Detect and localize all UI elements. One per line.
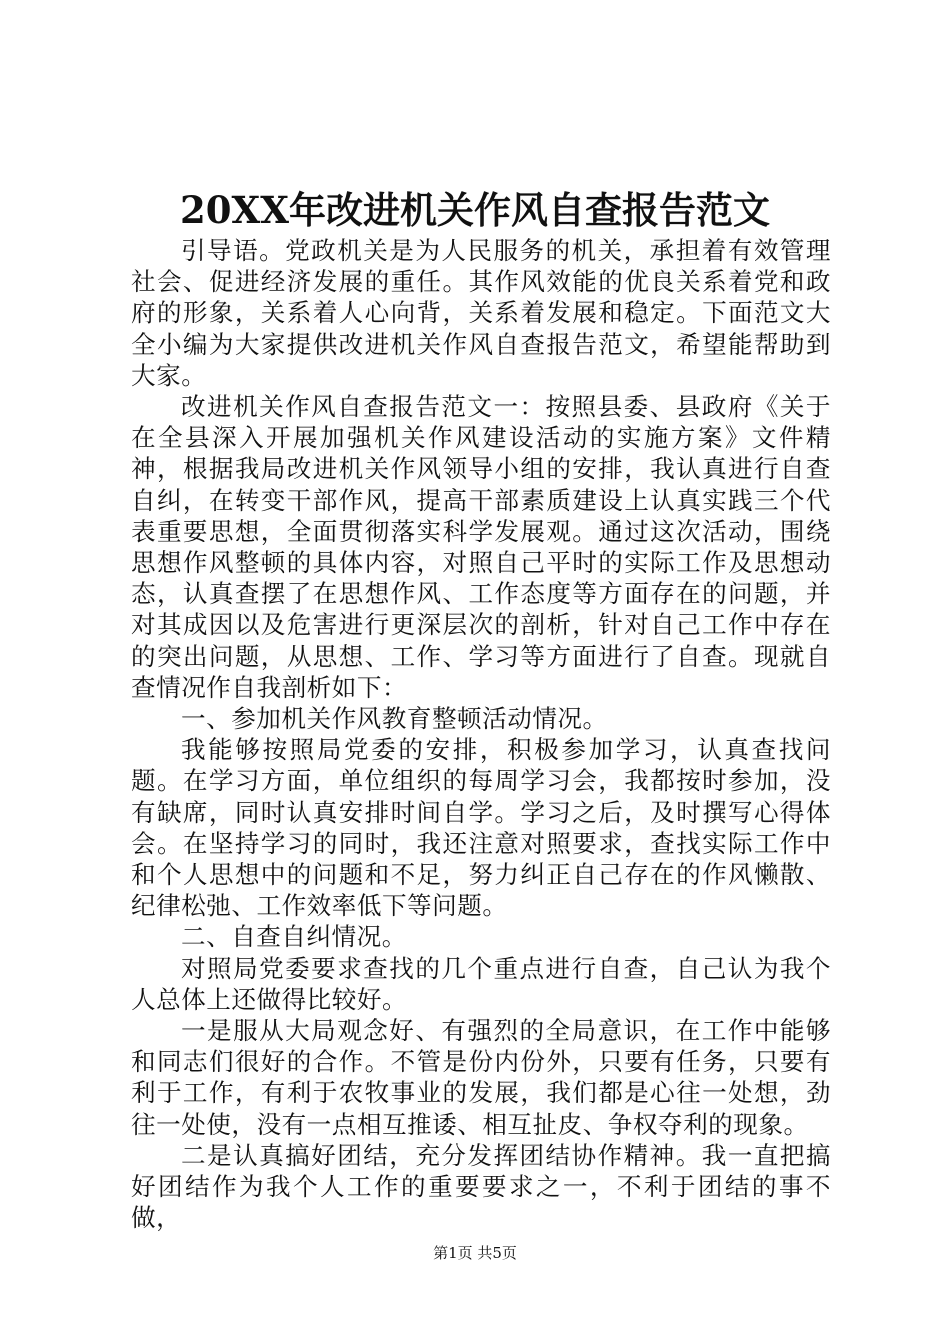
paragraph-self-check: 对照局党委要求查找的几个重点进行自查，自己认为我个人总体上还做得比较好。 bbox=[131, 953, 831, 1014]
page-footer: 第1页 共5页 bbox=[433, 1244, 517, 1262]
paragraph-point-two: 二是认真搞好团结，充分发挥团结协作精神。我一直把搞好团结作为我个人工作的重要要求之一，不利于团结的事不做， bbox=[131, 1140, 831, 1233]
document-title: 20XX年改进机关作风自查报告范文 bbox=[180, 188, 770, 232]
paragraph-report-one: 改进机关作风自查报告范文一：按照县委、县政府《关于在全县深入开展加强机关作风建设活动的实施方案》文件精神，根据我局改进机关作风领导小组的安排，我认真进行自查自纠，在转变干部作风，提高干部素质建设上认真实践三个代表重要思想，全面贯彻落实科学发展观。通过这次活动，围绕思想作风整顿的具体内容，对照自己平时的实际工作及思想动态，认真查摆了在思想作风、工作态度等方面存在的问题，并对其成因以及危害进行更深层次的剖析，针对自己工作中存在的突出问题，从思想、工作、学习等方面进行了自查。现就自查情况作自我剖析如下： bbox=[131, 392, 831, 702]
paragraph-intro: 引导语。党政机关是为人民服务的机关，承担着有效管理社会、促进经济发展的重任。其作风效能的优良关系着党和政府的形象，关系着人心向背，关系着发展和稳定。下面范文大全小编为大家提供改进机关作风自查报告范文，希望能帮助到大家。 bbox=[131, 236, 831, 390]
document-body bbox=[131, 235, 831, 1234]
section-heading-1: 一、参加机关作风教育整顿活动情况。 bbox=[181, 704, 608, 734]
paragraph-point-one: 一是服从大局观念好、有强烈的全局意识，在工作中能够和同志们很好的合作。不管是份内份外，只要有任务，只要有利于工作，有利于农牧事业的发展，我们都是心往一处想，劲往一处使，没有一点相互推诿、相互扯皮、争权夺利的现象。 bbox=[131, 1016, 831, 1139]
paragraph-study: 我能够按照局党委的安排，积极参加学习，认真查找问题。在学习方面，单位组织的每周学习会，我都按时参加，没有缺席，同时认真安排时间自学。学习之后，及时撰写心得体会。在坚持学习的同时，我还注意对照要求，查找实际工作中和个人思想中的问题和不足，努力纠正自己存在的作风懒散、纪律松弛、工作效率低下等问题。 bbox=[131, 735, 831, 921]
section-heading-2: 二、自查自纠情况。 bbox=[181, 922, 407, 952]
